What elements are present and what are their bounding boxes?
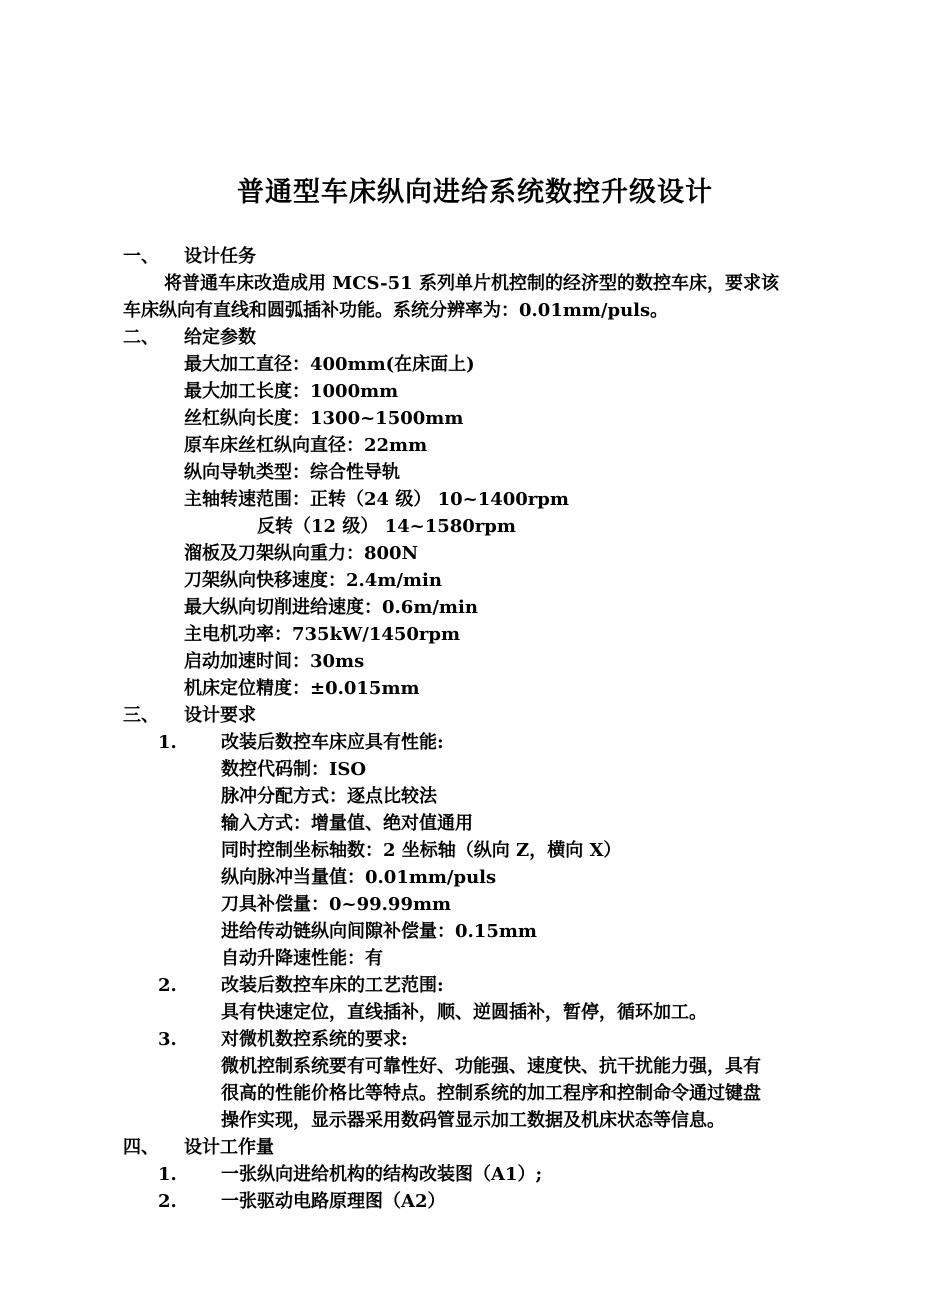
document-title: 普通型车床纵向进给系统数控升级设计 [237,177,713,208]
param-item: 最大加工长度：1000mm [184,381,399,402]
subsection-number: 1. [158,732,177,753]
workload-number: 1. [158,1164,177,1185]
workload-item: 一张纵向进给机构的结构改装图（A1）; [221,1164,543,1185]
param-item: 反转（12 级） 14~1580rpm [257,516,516,537]
workload-item: 一张驱动电路原理图（A2） [221,1191,446,1212]
workload-number: 2. [158,1191,177,1212]
requirement-item: 进给传动链纵向间隙补偿量：0.15mm [221,921,537,942]
subsection-number: 2. [158,975,177,996]
subsection-title: 对微机数控系统的要求: [221,1029,408,1050]
param-item: 机床定位精度：±0.015mm [184,678,420,699]
requirement-item: 纵向脉冲当量值：0.01mm/puls [221,867,497,888]
requirement-item: 微机控制系统要有可靠性好、功能强、速度快、抗干扰能力强，具有 [221,1056,761,1077]
section-1-title: 设计任务 [184,246,256,267]
section-4-title: 设计工作量 [184,1137,274,1158]
section-1-paragraph-line-2: 车床纵向有直线和圆弧插补功能。系统分辨率为：0.01mm/puls。 [123,300,669,321]
subsection-title: 改装后数控车床应具有性能: [221,732,444,753]
param-item: 最大纵向切削进给速度：0.6m/min [184,597,478,618]
section-3-number: 三、 [123,705,159,726]
section-2-number: 二、 [123,327,159,348]
requirement-item: 操作实现，显示器采用数码管显示加工数据及机床状态等信息。 [221,1110,725,1131]
subsection-number: 3. [158,1029,177,1050]
section-1-paragraph-line-1: 将普通车床改造成用 MCS-51 系列单片机控制的经济型的数控车床，要求该 [164,273,779,294]
requirement-item: 数控代码制：ISO [221,759,367,780]
param-item: 主轴转速范围：正转（24 级） 10~1400rpm [184,489,569,510]
param-item: 主电机功率：735kW/1450rpm [184,624,461,645]
section-1-number: 一、 [123,246,159,267]
requirement-item: 具有快速定位，直线插补，顺、逆圆插补，暂停，循环加工。 [221,1002,707,1023]
param-item: 溜板及刀架纵向重力：800N [184,543,419,564]
section-3-title: 设计要求 [184,705,256,726]
param-item: 纵向导轨类型：综合性导轨 [184,462,400,483]
requirement-item: 输入方式：增量值、绝对值通用 [221,813,473,834]
param-item: 刀架纵向快移速度：2.4m/min [184,570,442,591]
requirement-item: 自动升降速性能：有 [221,948,383,969]
section-2-title: 给定参数 [184,327,256,348]
param-item: 最大加工直径：400mm(在床面上) [184,354,475,375]
requirement-item: 很高的性能价格比等特点。控制系统的加工程序和控制命令通过键盘 [221,1083,761,1104]
subsection-title: 改装后数控车床的工艺范围: [221,975,444,996]
param-item: 原车床丝杠纵向直径：22mm [184,435,428,456]
requirement-item: 同时控制坐标轴数：2 坐标轴（纵向 Z，横向 X） [221,840,622,861]
requirement-item: 脉冲分配方式：逐点比较法 [221,786,437,807]
param-item: 丝杠纵向长度：1300~1500mm [184,408,464,429]
section-4-number: 四、 [123,1137,159,1158]
param-item: 启动加速时间：30ms [184,651,365,672]
requirement-item: 刀具补偿量：0~99.99mm [221,894,452,915]
